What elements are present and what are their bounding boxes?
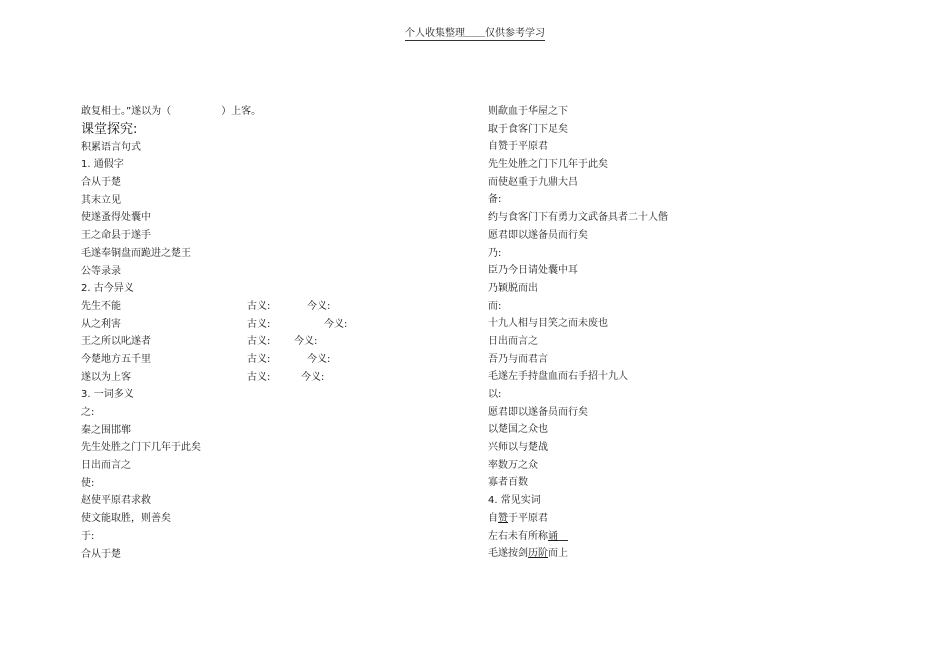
list-item: 愿君即以遂备员而行矣	[488, 406, 588, 418]
right-column	[488, 103, 868, 563]
list-item: 公等录录	[81, 265, 121, 277]
list-item: 而使赵重于九鼎大吕	[488, 176, 578, 188]
nai-label: 乃:	[488, 247, 502, 259]
list-item: 使文能取胜，则善矣	[81, 513, 171, 525]
list-item: 约与食客门下有勇力文武备具者二十人偕	[488, 212, 668, 224]
list-item: 毛遂奉铜盘而跪进之楚王	[81, 247, 191, 259]
list-item: 使遂蚤得处囊中	[81, 212, 151, 224]
list-item: 以楚国之众也	[488, 424, 548, 436]
list-item: 寡者百数	[488, 477, 528, 489]
shici-item	[488, 545, 868, 563]
gujin-row	[81, 333, 461, 351]
list-item: 兴师以与楚战	[488, 442, 548, 454]
gu-label: 古义:	[247, 300, 271, 312]
gujin-row	[81, 298, 461, 316]
jin-label: 今义:	[294, 336, 318, 348]
gujin-term: 遂以为上客	[81, 371, 131, 383]
list-item: 乃颖脱而出	[488, 282, 538, 294]
list-item: 日出而言之	[488, 335, 538, 347]
page-header	[0, 27, 950, 41]
shici-heading: 4. 常见实词	[488, 495, 541, 507]
shici-post: 而上	[548, 548, 568, 560]
gu-label: 古义:	[247, 336, 271, 348]
shici-post: 于平原君	[508, 512, 548, 524]
jin-label: 今义:	[307, 300, 331, 312]
list-item: 合从于楚	[81, 177, 121, 189]
list-item: 率数万之众	[488, 459, 538, 471]
list-item: 王之命县于遂手	[81, 230, 151, 242]
yi-label: 以:	[488, 389, 502, 400]
section-title: 课堂探究:	[81, 121, 138, 137]
intro-line	[81, 103, 461, 121]
list-item: 吾乃与而君言	[488, 353, 548, 365]
list-item: 其末立见	[81, 194, 121, 206]
jin-label: 今义:	[301, 371, 325, 383]
er-label: 而:	[488, 300, 502, 312]
header-text	[405, 28, 545, 41]
gujin-row	[81, 369, 461, 387]
shici-pre: 自	[488, 512, 498, 524]
list-item: 臣乃今日请处囊中耳	[488, 265, 578, 277]
shi-label: 使:	[81, 477, 95, 489]
gujin-row	[81, 316, 461, 334]
gujin-term: 王之所以叱遂者	[81, 336, 151, 348]
shici-underlined: 历阶	[528, 548, 548, 560]
list-item: 愿君即以遂备员而行矣	[488, 229, 588, 241]
list-item: 先生处胜之门下几年于此矣	[488, 159, 608, 171]
list-item: 合从于楚	[81, 548, 121, 560]
jin-label: 今义:	[307, 353, 331, 365]
list-item: 则歃血于华屋之下	[488, 106, 568, 117]
shici-item	[488, 528, 868, 546]
list-item: 秦之围邯郸	[81, 424, 131, 436]
shici-underlined: 赞	[498, 512, 508, 524]
list-item: 日出而言之	[81, 460, 131, 472]
gujin-term: 今楚地方五千里	[81, 353, 151, 365]
answer-blank	[558, 529, 568, 541]
bei-label: 备:	[488, 194, 502, 206]
list-item: 十九人相与目笑之而未废也	[488, 318, 608, 330]
yu-label: 于:	[81, 530, 95, 542]
list-item: 先生处胜之门下几年于此矣	[81, 442, 201, 454]
gu-label: 古义:	[247, 371, 271, 383]
list-item: 取于食客门下足矣	[488, 123, 568, 135]
shici-item	[488, 510, 868, 528]
list-item: 赵使平原君求救	[81, 495, 151, 507]
gujin-term: 先生不能	[81, 300, 121, 312]
list-item: 自赞于平原君	[488, 141, 548, 153]
intro-tail: ）上客。	[221, 106, 262, 117]
intro-text: 敢复相士。”遂以为（	[81, 106, 172, 117]
shici-underlined: 诵	[548, 530, 558, 542]
list-item: 毛遂左手持盘血而右手招十九人	[488, 371, 628, 383]
yici-heading: 3. 一词多义	[81, 389, 134, 401]
section-subtitle: 积累语言句式	[81, 141, 141, 153]
header-right: 仅供参考学习	[485, 28, 545, 39]
gu-label: 古义:	[247, 318, 271, 330]
tongjiazi-heading: 1. 通假字	[81, 159, 124, 171]
left-column	[81, 103, 461, 563]
shici-pre: 毛遂按剑	[488, 548, 528, 560]
shici-pre: 左右未有所称	[488, 530, 548, 542]
gujin-heading: 2. 古今异义	[81, 283, 134, 295]
zhi-label: 之:	[81, 407, 95, 418]
gujin-row	[81, 351, 461, 369]
header-left: 个人收集整理	[405, 28, 465, 39]
jin-label: 今义:	[324, 318, 348, 330]
header-sep: ＿＿	[465, 28, 485, 39]
gu-label: 古义:	[247, 353, 271, 365]
gujin-term: 从之利害	[81, 318, 121, 330]
